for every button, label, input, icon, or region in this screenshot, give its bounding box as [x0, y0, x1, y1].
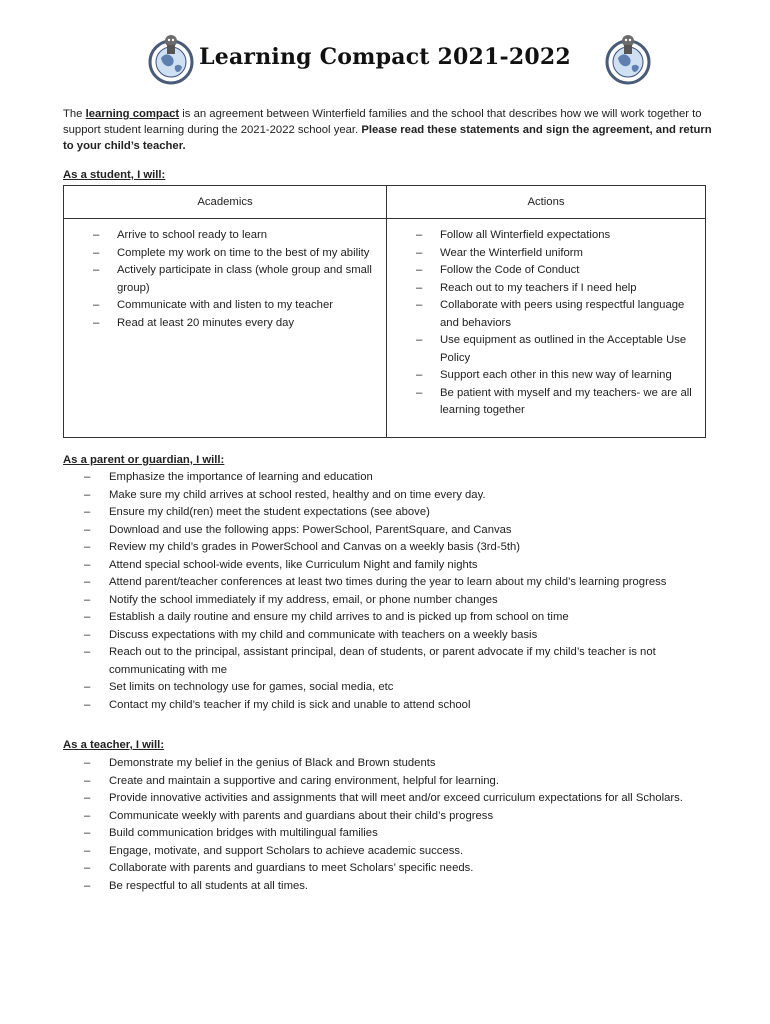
list-item: – Notify the school immediately if my address, email, or phone number changes — [63, 592, 713, 610]
list-item: – Engage, motivate, and support Scholars to achieve academic success. — [63, 843, 713, 861]
list-item: – Reach out to the principal, assistant principal, dean of students, or parent advocate if my child’s teacher is not communicating with me — [63, 644, 713, 679]
academics-cell — [64, 219, 387, 438]
teacher-heading: As a teacher, I will: — [63, 739, 165, 751]
academics-header: Academics — [64, 186, 387, 219]
parent-list — [63, 469, 713, 714]
list-item: – Demonstrate my belief in the genius of Black and Brown students — [63, 755, 713, 773]
intro-lead: The — [63, 108, 86, 120]
list-item: – Establish a daily routine and ensure my child arrives to and is picked up from school on time — [63, 609, 713, 627]
teacher-list — [63, 755, 713, 895]
actions-list — [388, 227, 704, 420]
list-item: – Provide innovative activities and assignments that will meet and/or exceed curriculum expectations for all Scholars. — [63, 790, 713, 808]
list-item: – Be patient with myself and my teachers- we are all learning together — [388, 385, 704, 420]
list-item: – Ensure my child(ren) meet the student expectations (see above) — [63, 504, 713, 522]
list-item: – Wear the Winterfield uniform — [388, 245, 704, 263]
list-item: – Follow all Winterfield expectations — [388, 227, 704, 245]
actions-cell — [387, 219, 706, 438]
list-item: – Actively participate in class (whole group and small group) — [65, 262, 385, 297]
list-item: – Collaborate with peers using respectful language and behaviors — [388, 297, 704, 332]
actions-header: Actions — [387, 186, 706, 219]
list-item: – Use equipment as outlined in the Acceptable Use Policy — [388, 332, 704, 367]
list-item: – Read at least 20 minutes every day — [65, 315, 385, 333]
parent-heading: As a parent or guardian, I will: — [63, 454, 225, 466]
list-item: – Discuss expectations with my child and communicate with teachers on a weekly basis — [63, 627, 713, 645]
list-item: – Attend special school-wide events, like Curriculum Night and family nights — [63, 557, 713, 575]
school-logo-right — [602, 30, 654, 86]
academics-list — [65, 227, 385, 332]
list-item: – Communicate weekly with parents and guardians about their child’s progress — [63, 808, 713, 826]
page-title: Learning Compact 2021-2022 — [199, 44, 571, 70]
student-table — [63, 185, 706, 438]
list-item: – Complete my work on time to the best of my ability — [65, 245, 385, 263]
list-item: – Follow the Code of Conduct — [388, 262, 704, 280]
list-item: – Set limits on technology use for games, social media, etc — [63, 679, 713, 697]
list-item: – Review my child’s grades in PowerSchool and Canvas on a weekly basis (3rd-5th) — [63, 539, 713, 557]
list-item: – Create and maintain a supportive and caring environment, helpful for learning. — [63, 773, 713, 791]
list-item: – Make sure my child arrives at school rested, healthy and on time every day. — [63, 487, 713, 505]
intro-body: is an agreement between Winterfield families and the school that describes how we will work together to support student learning during the 2021-2022 school year. — [63, 108, 702, 136]
list-item: – Download and use the following apps: PowerSchool, ParentSquare, and Canvas — [63, 522, 713, 540]
list-item: – Collaborate with parents and guardians to meet Scholars’ specific needs. — [63, 860, 713, 878]
list-item: – Attend parent/teacher conferences at least two times during the year to learn about my child’s learning progress — [63, 574, 713, 592]
list-item: – Be respectful to all students at all times. — [63, 878, 713, 896]
student-heading: As a student, I will: — [63, 169, 166, 181]
intro-instruction: Please read these statements and sign the agreement, and return to your child’s teacher. — [63, 124, 712, 152]
list-item: – Reach out to my teachers if I need help — [388, 280, 704, 298]
intro-paragraph — [63, 106, 713, 154]
list-item: – Build communication bridges with multilingual families — [63, 825, 713, 843]
list-item: – Support each other in this new way of learning — [388, 367, 704, 385]
list-item: – Arrive to school ready to learn — [65, 227, 385, 245]
list-item: – Emphasize the importance of learning and education — [63, 469, 713, 487]
list-item: – Contact my child’s teacher if my child is sick and unable to attend school — [63, 697, 713, 715]
list-item: – Communicate with and listen to my teacher — [65, 297, 385, 315]
intro-term: learning compact — [85, 108, 180, 120]
